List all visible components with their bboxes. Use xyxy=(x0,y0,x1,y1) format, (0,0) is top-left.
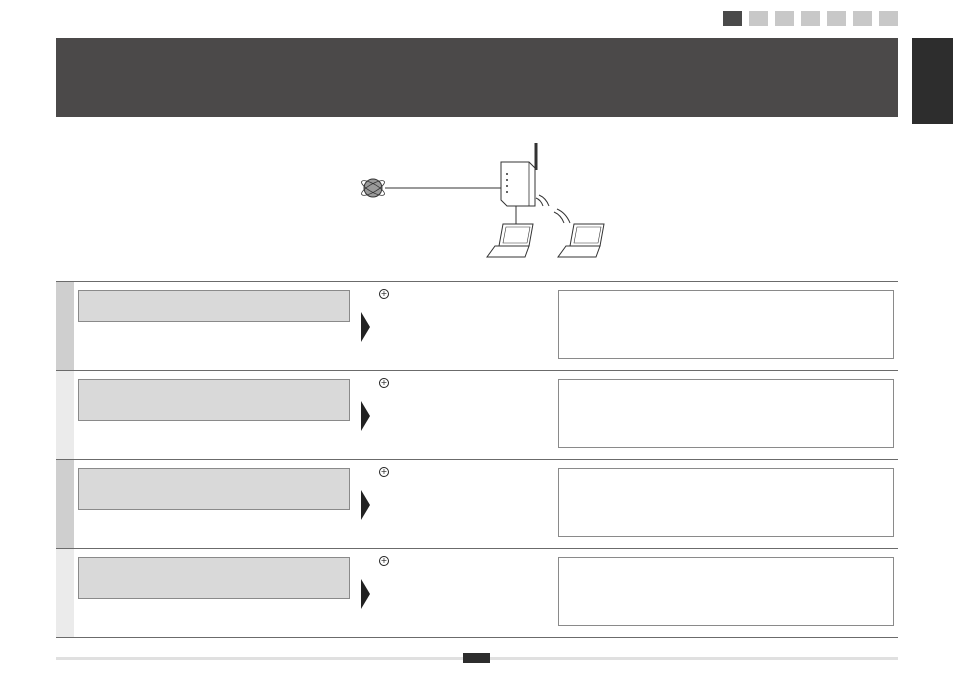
step-indicator xyxy=(723,11,898,26)
laptop-icon xyxy=(487,224,533,257)
row-strip xyxy=(56,460,74,548)
question-box xyxy=(78,468,350,510)
internet-globe-icon xyxy=(360,178,387,198)
reference-mark-icon: + xyxy=(380,467,388,476)
wireless-signal-icon xyxy=(536,195,570,223)
page-number-tab xyxy=(463,653,490,663)
question-box xyxy=(78,379,350,421)
answer-box xyxy=(558,468,894,537)
answer-box xyxy=(558,557,894,626)
question-row-3 xyxy=(56,460,898,548)
row-strip xyxy=(56,282,74,370)
answer-box xyxy=(558,379,894,448)
wireless-router-icon xyxy=(501,143,536,206)
step-4-marker xyxy=(801,11,820,26)
step-2-marker xyxy=(749,11,768,26)
row-strip xyxy=(56,371,74,459)
question-row-2 xyxy=(56,371,898,459)
answer-box xyxy=(558,290,894,359)
question-box xyxy=(78,290,350,322)
question-row-4 xyxy=(56,549,898,637)
row-strip xyxy=(56,549,74,637)
arrow-right-icon xyxy=(361,490,370,520)
table-rule xyxy=(56,637,898,638)
side-tab xyxy=(912,38,953,124)
reference-mark-icon: + xyxy=(380,378,388,387)
section-header-banner xyxy=(56,38,898,117)
reference-mark-icon: + xyxy=(380,556,388,565)
arrow-right-icon xyxy=(361,579,370,609)
step-3-marker xyxy=(775,11,794,26)
reference-mark-icon: + xyxy=(380,289,388,298)
arrow-right-icon xyxy=(361,401,370,431)
step-1-marker xyxy=(723,11,742,26)
step-6-marker xyxy=(853,11,872,26)
laptop-icon xyxy=(558,224,604,257)
step-5-marker xyxy=(827,11,846,26)
arrow-right-icon xyxy=(361,312,370,342)
question-row-1 xyxy=(56,282,898,370)
step-7-marker xyxy=(879,11,898,26)
question-box xyxy=(78,557,350,599)
network-diagram xyxy=(355,140,615,265)
